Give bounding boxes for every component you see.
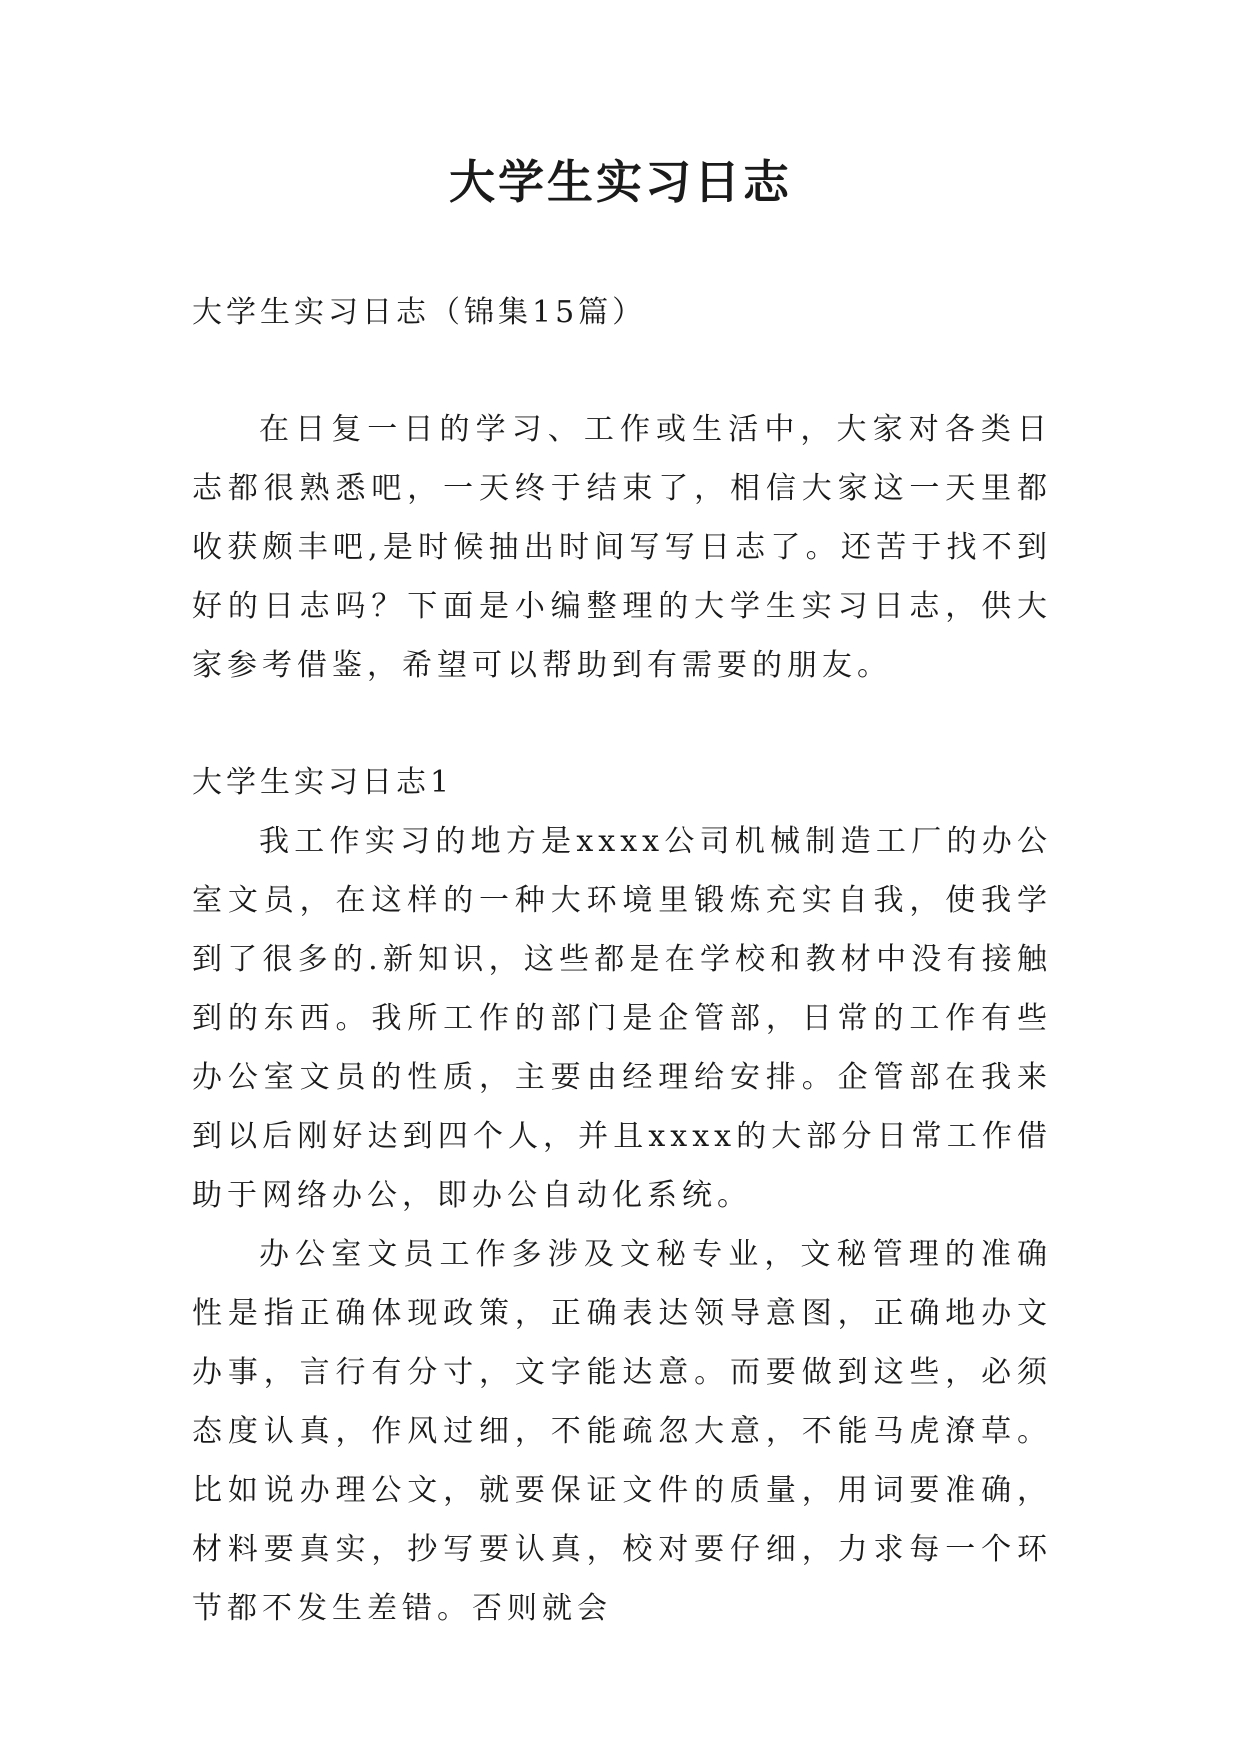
document-body	[192, 283, 1052, 1638]
intro-paragraph: 在日复一日的学习、工作或生活中，大家对各类日志都很熟悉吧，一天终于结束了，相信大家这一天里都收获颇丰吧,是时候抽出时间写写日志了。还苦于找不到好的日志吗？下面是小编整理的大学生实习日志，供大家参考借鉴，希望可以帮助到有需要的朋友。	[192, 412, 1052, 683]
document-subtitle: 大学生实习日志（锦集15篇）	[192, 295, 647, 330]
body-paragraph: 我工作实习的地方是xxxx公司机械制造工厂的办公室文员，在这样的一种大环境里锻炼充实自我，使我学到了很多的.新知识，这些都是在学校和教材中没有接触到的东西。我所工作的部门是企管部，日常的工作有些办公室文员的性质，主要由经理给安排。企管部在我来到以后刚好达到四个人，并且xxxx的大部分日常工作借助于网络办公，即办公自动化系统。	[192, 824, 1052, 1213]
document-title: 大学生实习日志	[449, 155, 792, 209]
body-paragraph: 办公室文员工作多涉及文秘专业，文秘管理的准确性是指正确体现政策，正确表达领导意图，正确地办文办事，言行有分寸，文字能达意。而要做到这些，必须态度认真，作风过细，不能疏忽大意，不能马虎潦草。比如说办理公文，就要保证文件的质量，用词要准确，材料要真实，抄写要认真，校对要仔细，力求每一个环节都不发生差错。否则就会	[192, 1237, 1052, 1626]
section-heading: 大学生实习日志1	[192, 765, 454, 800]
spacer	[192, 342, 1052, 400]
spacer	[192, 695, 1052, 753]
